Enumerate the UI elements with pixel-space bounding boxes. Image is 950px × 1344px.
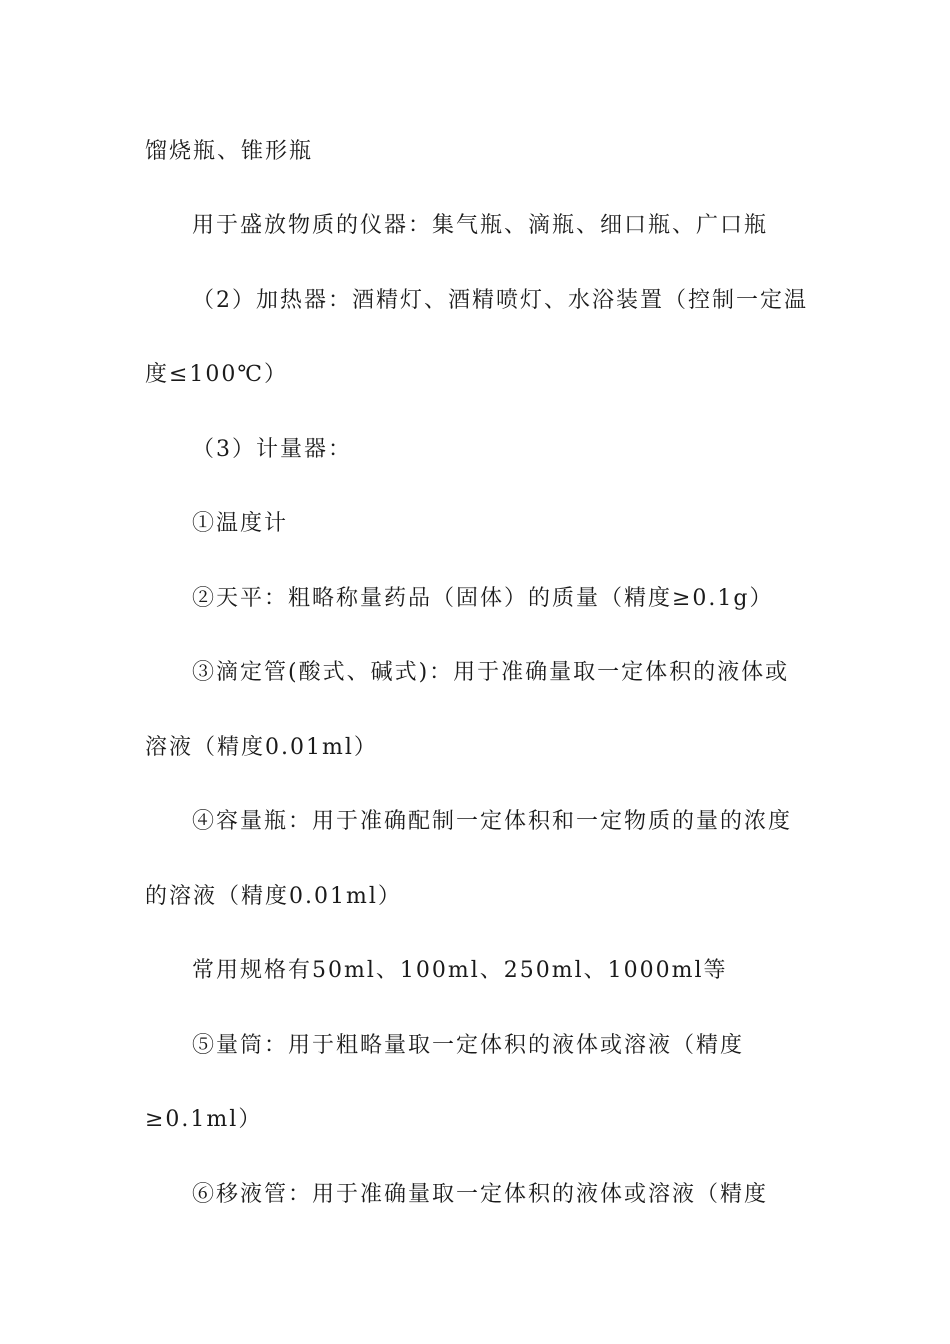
text-line-measuring-heading: （3）计量器： <box>192 437 352 462</box>
text-line-common-sizes: 常用规格有50ml、100ml、250ml、1000ml等 <box>192 958 728 983</box>
text-line-continuation-flasks: 馏烧瓶、锥形瓶 <box>145 139 314 164</box>
text-line-heaters: （2）加热器：酒精灯、酒精喷灯、水浴装置（控制一定温 <box>192 288 808 313</box>
list-item-balance: ②天平：粗略称量药品（固体）的质量（精度≥0.1g） <box>192 586 774 611</box>
list-item-pipette: ⑥移液管：用于准确量取一定体积的液体或溶液（精度 <box>192 1182 769 1207</box>
list-item-graduated-cylinder-continuation: ≥0.1ml） <box>145 1107 263 1132</box>
list-item-burette-continuation: 溶液（精度0.01ml） <box>145 735 378 760</box>
list-item-volumetric-flask: ④容量瓶：用于准确配制一定体积和一定物质的量的浓度 <box>192 809 793 834</box>
text-line-heaters-continuation: 度≤100℃） <box>145 362 289 387</box>
list-item-volumetric-flask-continuation: 的溶液（精度0.01ml） <box>145 884 402 909</box>
list-item-graduated-cylinder: ⑤量筒：用于粗略量取一定体积的液体或溶液（精度 <box>192 1033 745 1058</box>
text-line-storage-instruments: 用于盛放物质的仪器：集气瓶、滴瓶、细口瓶、广口瓶 <box>192 213 769 238</box>
list-item-burette: ③滴定管(酸式、碱式)：用于准确量取一定体积的液体或 <box>192 660 790 685</box>
list-item-thermometer: ①温度计 <box>192 511 289 536</box>
